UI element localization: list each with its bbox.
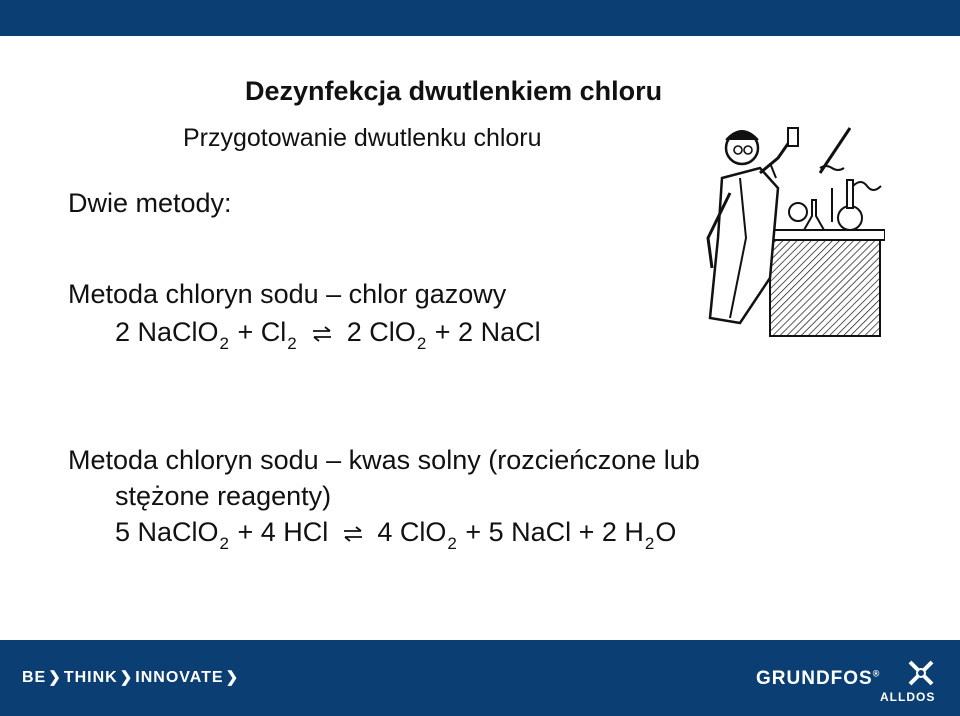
eq-term: + 5 NaCl + 2 H xyxy=(457,517,644,547)
top-bar xyxy=(0,0,960,36)
slogan-word: THINK xyxy=(63,669,118,686)
eq-subscript: 2 xyxy=(416,334,427,353)
chevron-right-icon: ❯ xyxy=(225,669,240,686)
method1-heading: Metoda chloryn sodu – chlor gazowy xyxy=(68,279,507,309)
eq-subscript: 2 xyxy=(447,534,457,553)
slide-title: Dezynfekcja dwutlenkiem chloru xyxy=(245,76,663,106)
chevron-right-icon: ❯ xyxy=(48,669,62,686)
brand-logo-text xyxy=(756,668,880,690)
eq-subscript: 2 xyxy=(219,334,229,353)
method2-heading-line2: stężone reagenty) xyxy=(115,481,332,511)
eq-term: 5 NaClO xyxy=(115,517,219,547)
brand-name: GRUNDFOS xyxy=(756,668,873,689)
slide-subtitle: Przygotowanie dwutlenku chloru xyxy=(183,124,542,152)
equilibrium-arrow-icon xyxy=(342,526,364,542)
grundfos-logo-icon xyxy=(906,658,936,688)
equilibrium-arrow-icon xyxy=(311,326,333,342)
eq-subscript: 2 xyxy=(644,534,655,553)
method1-equation xyxy=(115,317,541,353)
slogan-word: INNOVATE xyxy=(135,669,224,686)
eq-term: + 2 NaCl xyxy=(427,317,541,347)
methods-label: Dwie metody: xyxy=(68,188,232,218)
eq-term: 4 ClO xyxy=(377,517,447,547)
eq-term: + Cl xyxy=(230,317,287,347)
slogan-word: BE xyxy=(22,669,47,686)
scientist-illustration xyxy=(700,118,885,338)
method2-heading-line1: Metoda chloryn sodu – kwas solny (rozcieńczone lub xyxy=(68,445,700,475)
method2-equation xyxy=(115,517,677,553)
eq-term: 2 NaClO xyxy=(115,317,219,347)
eq-term: + 4 HCl xyxy=(230,517,329,547)
chevron-right-icon: ❯ xyxy=(119,669,134,686)
eq-subscript: 2 xyxy=(287,334,297,353)
eq-term: O xyxy=(655,517,677,547)
brand-sub-text: ALLDOS xyxy=(880,690,936,704)
eq-term: 2 ClO xyxy=(346,317,416,347)
eq-subscript: 2 xyxy=(219,534,229,553)
footer-slogan xyxy=(22,668,241,687)
registered-mark: ® xyxy=(872,668,881,679)
